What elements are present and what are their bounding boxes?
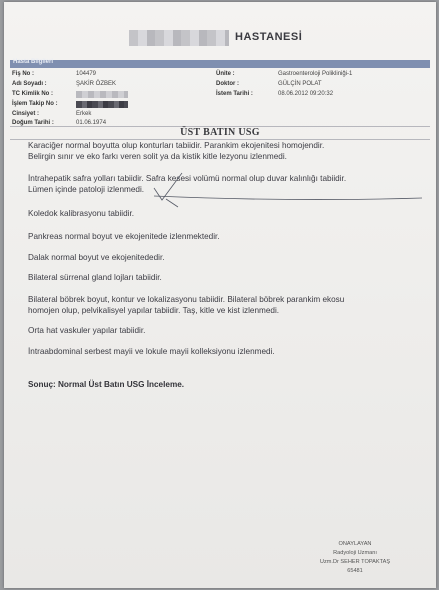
signature-title: Radyoloji Uzmanı	[333, 550, 377, 556]
finding-line-6: Pankreas normal boyut ve ekojenitede izlenmektedir.	[28, 232, 220, 241]
redacted-tc-kimlik	[76, 91, 128, 98]
pen-underline	[154, 196, 422, 199]
field-label: Doğum Tarihi :	[12, 120, 54, 126]
signature-approved: ONAYLAYAN	[338, 541, 372, 547]
field-label: Fiş No :	[12, 71, 34, 77]
finding-line-3: İntrahepatik safra yolları tabiidir. Safra kesesi volümü normal olup duvar kalınlığı tabiidir.	[28, 174, 347, 183]
report-conclusion: Sonuç: Normal Üst Batın USG İnceleme.	[28, 380, 185, 389]
hospital-name: HASTANESİ	[235, 31, 303, 43]
field-value: 08.06.2012 09:20:32	[278, 91, 334, 97]
finding-line-10: homojen olup, pelvikalisyel yapılar tabiidir. Taş, kitle ve kist izlenmedi.	[28, 306, 280, 315]
field-label: Adı Soyadı :	[12, 81, 47, 87]
field-label: İstem Tarihi :	[216, 91, 253, 97]
finding-line-5: Koledok kalibrasyonu tabiidir.	[28, 209, 135, 218]
field-label: İşlem Takip No :	[12, 101, 58, 107]
field-label: TC Kimlik No :	[12, 91, 54, 97]
field-label: Doktor :	[216, 81, 239, 87]
field-value: 104479	[76, 71, 97, 77]
finding-line-2: Belirgin sınır ve eko farkı veren solit ya da kistik kitle lezyonu izlenmedi.	[28, 152, 287, 161]
divider-title	[10, 139, 430, 140]
signature-doctor: Uzm.Dr SEHER TOPAKTAŞ	[319, 559, 391, 565]
finding-line-1: Karaciğer normal boyutta olup konturları tabiidir. Parankim ekojenitesi homojendir.	[28, 141, 325, 150]
patient-info-title: Hasta Bilgileri	[13, 59, 54, 65]
field-value: GÜLÇİN POLAT	[278, 81, 322, 87]
patient-info-header	[10, 60, 430, 68]
field-value: ŞAKİR ÖZBEK	[76, 81, 117, 87]
field-label: Cinsiyet :	[12, 111, 40, 117]
field-value: Erkek	[76, 111, 92, 117]
finding-line-12: İntraabdominal serbest mayii ve lokule mayii kolleksiyonu izlenmedi.	[28, 347, 275, 356]
signature-block	[290, 540, 420, 576]
finding-line-4: Lümen içinde patoloji izlenmedi.	[28, 185, 145, 194]
field-value: 01.06.1974	[76, 120, 107, 126]
finding-line-9: Bilateral böbrek boyut, kontur ve lokalizasyonu tabiidir. Bilateral böbrek parankim ekosu	[28, 295, 345, 304]
field-label: Ünite :	[216, 71, 235, 77]
report-title: ÜST BATIN USG	[180, 127, 260, 138]
signature-number: 65481	[347, 568, 363, 574]
finding-line-8: Bilateral sürrenal gland lojları tabiidir.	[28, 273, 162, 282]
redacted-hospital-logo	[129, 30, 229, 46]
redacted-islem-takip	[76, 101, 128, 108]
report-paper	[4, 2, 436, 588]
finding-line-7: Dalak normal boyut ve ekojenitededir.	[28, 253, 165, 262]
field-value: Gastroenteroloji Polikliniği-1	[278, 71, 353, 77]
finding-line-11: Orta hat vaskuler yapılar tabiidir.	[28, 326, 146, 335]
